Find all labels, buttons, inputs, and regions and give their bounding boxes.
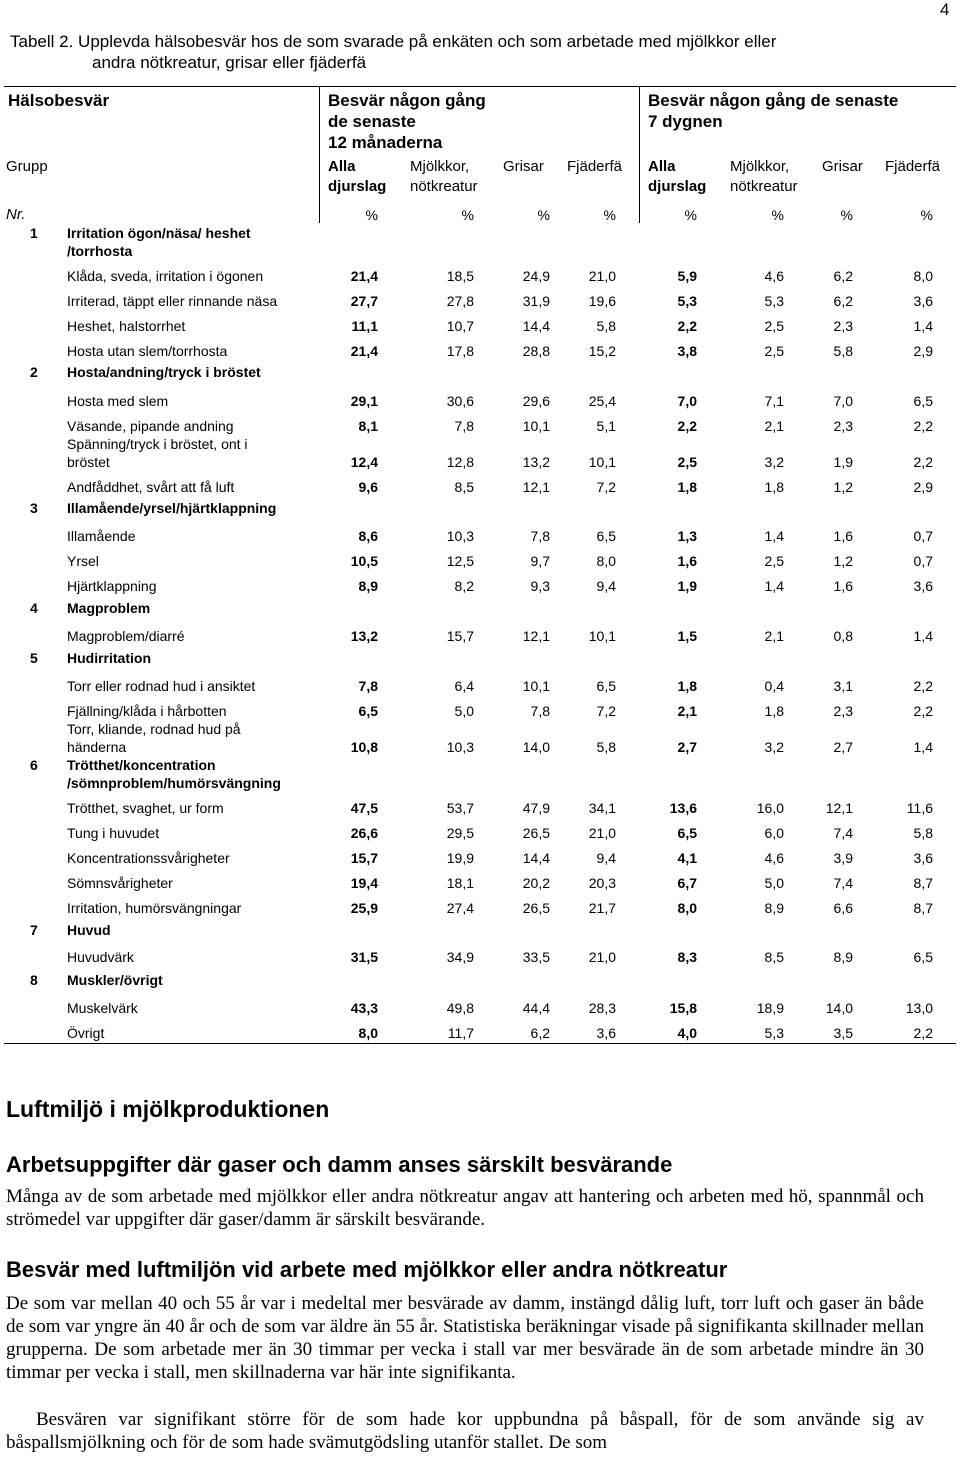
caption-line-1: Tabell 2. Upplevda hälsobesvär hos de som svarade på enkäten och som arbetade med mjölkkor eller (10, 32, 777, 51)
row-label: Hosta med slem (67, 393, 169, 409)
cell-value: 2,9 (913, 479, 933, 495)
cell-value: 7,4 (833, 875, 853, 891)
row-label: Hjärtklappning (67, 578, 157, 594)
cell-value: 34,9 (446, 949, 474, 965)
header-grupp: Grupp (6, 158, 48, 175)
cell-value: 31,9 (522, 293, 550, 309)
table-row (0, 701, 960, 721)
cell-value: 5,8 (913, 825, 933, 841)
cell-value: 27,4 (446, 900, 474, 916)
cell-value: 2,5 (764, 553, 784, 569)
cell-value: 1,4 (764, 528, 784, 544)
cell-value: 6,5 (596, 678, 616, 694)
cell-value: 12,5 (446, 553, 474, 569)
header-mjolk-1-line2: nötkreatur (410, 178, 478, 195)
row-label: Koncentrationssvårigheter (67, 850, 230, 866)
column-rule-1 (319, 86, 320, 223)
group-number: 8 (30, 972, 38, 988)
cell-value: 9,3 (530, 578, 550, 594)
table-row (0, 266, 960, 286)
cell-value: 2,2 (913, 1025, 933, 1041)
page-number: 4 (940, 0, 950, 19)
cell-value: 3,6 (913, 293, 933, 309)
table-row (0, 998, 960, 1018)
cell-value: 1,8 (677, 479, 697, 495)
cell-value: 6,6 (833, 900, 853, 916)
caption-line-2: andra nötkreatur, grisar eller fjäderfä (92, 53, 367, 72)
cell-value: 1,9 (833, 454, 853, 470)
cell-value: 15,8 (669, 1000, 697, 1016)
cell-value: 5,8 (596, 739, 616, 755)
cell-value: 14,4 (522, 318, 550, 334)
cell-value: 29,1 (350, 393, 378, 409)
percent-unit: % (684, 207, 697, 223)
cell-value: 26,5 (522, 825, 550, 841)
cell-value: 7,8 (530, 528, 550, 544)
cell-value: 12,1 (522, 479, 550, 495)
cell-value: 4,0 (677, 1025, 697, 1041)
row-label: Väsande, pipande andning (67, 418, 234, 434)
table-row (0, 947, 960, 967)
group-name: Illamående/yrsel/hjärtklappning (67, 500, 277, 516)
percent-unit: % (365, 207, 378, 223)
cell-value: 10,3 (446, 739, 474, 755)
cell-value: 2,1 (764, 628, 784, 644)
cell-value: 1,4 (913, 739, 933, 755)
table-row (0, 1023, 960, 1043)
cell-value: 2,1 (677, 703, 697, 719)
cell-value: 0,7 (913, 528, 933, 544)
cell-value: 13,0 (905, 1000, 933, 1016)
cell-value: 1,2 (833, 553, 853, 569)
cell-value: 11,1 (351, 318, 378, 334)
table-row (0, 551, 960, 571)
cell-value: 33,5 (522, 949, 550, 965)
row-label: Irritation, humörsvängningar (67, 900, 242, 916)
cell-value: 4,6 (764, 268, 784, 284)
cell-value: 2,2 (677, 418, 697, 434)
cell-value: 1,6 (833, 528, 853, 544)
cell-value: 16,0 (756, 800, 784, 816)
cell-value: 5,9 (677, 268, 697, 284)
cell-value: 8,0 (596, 553, 616, 569)
row-label: Övrigt (67, 1025, 105, 1041)
cell-value: 3,5 (833, 1025, 853, 1041)
cell-value: 8,5 (764, 949, 784, 965)
cell-value: 8,7 (913, 875, 933, 891)
cell-value: 5,3 (764, 293, 784, 309)
group-name-line2: /torrhosta (67, 243, 133, 259)
cell-value: 2,7 (677, 739, 697, 755)
cell-value: 5,0 (764, 875, 784, 891)
cell-value: 2,2 (913, 454, 933, 470)
row-label: Heshet, halstorrhet (67, 318, 186, 334)
cell-value: 8,0 (677, 900, 697, 916)
cell-value: 14,0 (825, 1000, 853, 1016)
group-number: 3 (30, 500, 38, 516)
cell-value: 8,2 (454, 578, 474, 594)
cell-value: 9,4 (596, 578, 616, 594)
cell-value: 6,5 (913, 393, 933, 409)
cell-value: 10,8 (350, 739, 378, 755)
cell-value: 5,8 (833, 343, 853, 359)
header-alla-1-line2: djurslag (328, 178, 387, 195)
cell-value: 10,5 (350, 553, 378, 569)
cell-value: 25,9 (350, 900, 378, 916)
cell-value: 1,8 (764, 703, 784, 719)
cell-value: 6,5 (596, 528, 616, 544)
cell-value: 8,0 (358, 1025, 378, 1041)
cell-value: 4,1 (677, 850, 697, 866)
cell-value: 21,0 (588, 268, 616, 284)
cell-value: 26,6 (350, 825, 378, 841)
table-row (0, 316, 960, 336)
cell-value: 2,7 (833, 739, 853, 755)
cell-value: 5,0 (454, 703, 474, 719)
cell-value: 34,1 (588, 800, 616, 816)
header-period-7-line1: Besvär någon gång de senaste (648, 91, 899, 110)
cell-value: 8,9 (833, 949, 853, 965)
cell-value: 14,4 (522, 850, 550, 866)
cell-value: 12,1 (522, 628, 550, 644)
cell-value: 20,2 (522, 875, 550, 891)
header-grisar-2: Grisar (822, 158, 863, 175)
group-number: 4 (30, 600, 38, 616)
group-name: Muskler/övrigt (67, 972, 163, 988)
cell-value: 8,9 (764, 900, 784, 916)
table-caption (10, 31, 910, 73)
cell-value: 10,1 (522, 678, 550, 694)
cell-value: 28,8 (522, 343, 550, 359)
row-label: Fjällning/klåda i hårbotten (67, 703, 227, 719)
cell-value: 1,3 (677, 528, 697, 544)
table-row (0, 341, 960, 361)
cell-value: 1,8 (677, 678, 697, 694)
table-row (0, 416, 960, 436)
cell-value: 21,4 (350, 343, 378, 359)
table-row (0, 676, 960, 696)
header-mjolk-2-line2: nötkreatur (730, 178, 798, 195)
cell-value: 0,8 (833, 628, 853, 644)
cell-value: 26,5 (522, 900, 550, 916)
cell-value: 3,6 (596, 1025, 616, 1041)
group-number: 1 (30, 225, 38, 241)
row-label: Illamående (67, 528, 136, 544)
row-label: Magproblem/diarré (67, 628, 185, 644)
group-number: 2 (30, 364, 38, 380)
cell-value: 28,3 (588, 1000, 616, 1016)
row-label: Trötthet, svaghet, ur form (67, 800, 224, 816)
group-name: Huvud (67, 922, 111, 938)
cell-value: 12,8 (446, 454, 474, 470)
group-name-line2: /sömnproblem/humörsvängning (67, 775, 281, 791)
table-row (0, 436, 960, 472)
cell-value: 19,4 (350, 875, 378, 891)
cell-value: 47,5 (350, 800, 378, 816)
cell-value: 1,8 (764, 479, 784, 495)
cell-value: 29,6 (522, 393, 550, 409)
cell-value: 49,8 (446, 1000, 474, 1016)
cell-value: 20,3 (588, 875, 616, 891)
row-label: Huvudvärk (67, 949, 134, 965)
cell-value: 2,3 (833, 318, 853, 334)
cell-value: 8,3 (677, 949, 697, 965)
cell-value: 7,4 (833, 825, 853, 841)
group-name: Trötthet/koncentration (67, 757, 216, 773)
cell-value: 7,0 (677, 393, 697, 409)
table-row (0, 291, 960, 311)
paragraph-3: Besvären var signifikant större för de som hade kor uppbundna på båspall, för de som använde sig av båspallsmjölkning och för de som hade svämutgödsling utanför stallet. De som (6, 1409, 924, 1453)
cell-value: 31,5 (350, 949, 378, 965)
header-alla-1-line1: Alla (328, 158, 356, 175)
cell-value: 10,3 (446, 528, 474, 544)
cell-value: 29,5 (446, 825, 474, 841)
group-number: 6 (30, 757, 38, 773)
cell-value: 2,2 (913, 703, 933, 719)
cell-value: 2,3 (833, 703, 853, 719)
cell-value: 53,7 (446, 800, 474, 816)
cell-value: 7,0 (833, 393, 853, 409)
cell-value: 2,5 (764, 318, 784, 334)
section-title: Luftmiljö i mjölkproduktionen (6, 1096, 330, 1122)
cell-value: 9,7 (530, 553, 550, 569)
cell-value: 15,7 (350, 850, 378, 866)
cell-value: 13,2 (522, 454, 550, 470)
table-row (0, 873, 960, 893)
header-fjaderfa-1: Fjäderfä (567, 158, 623, 175)
cell-value: 30,6 (446, 393, 474, 409)
cell-value: 1,2 (833, 479, 853, 495)
cell-value: 2,5 (764, 343, 784, 359)
cell-value: 5,3 (764, 1025, 784, 1041)
cell-value: 3,1 (833, 678, 853, 694)
cell-value: 25,4 (588, 393, 616, 409)
column-rule-2 (639, 86, 640, 223)
cell-value: 6,2 (833, 293, 853, 309)
cell-value: 10,1 (522, 418, 550, 434)
percent-unit: % (840, 207, 853, 223)
cell-value: 6,7 (677, 875, 697, 891)
cell-value: 8,0 (913, 268, 933, 284)
cell-value: 7,8 (530, 703, 550, 719)
table-row (0, 848, 960, 868)
cell-value: 15,2 (588, 343, 616, 359)
percent-unit: % (920, 207, 933, 223)
cell-value: 7,8 (454, 418, 474, 434)
cell-value: 21,7 (588, 900, 616, 916)
group-number: 7 (30, 922, 38, 938)
percent-unit: % (461, 207, 474, 223)
cell-value: 2,1 (764, 418, 784, 434)
row-label-line2: händerna (67, 739, 127, 755)
cell-value: 1,9 (677, 578, 697, 594)
cell-value: 21,4 (350, 268, 378, 284)
cell-value: 19,6 (588, 293, 616, 309)
cell-value: 2,2 (677, 318, 697, 334)
cell-value: 10,7 (446, 318, 474, 334)
cell-value: 1,4 (913, 318, 933, 334)
cell-value: 12,1 (825, 800, 853, 816)
row-label: Andfåddhet, svårt att få luft (67, 479, 235, 495)
cell-value: 3,9 (833, 850, 853, 866)
row-label: Hosta utan slem/torrhosta (67, 343, 228, 359)
header-nr: Nr. (6, 206, 26, 223)
table-bottom-rule (4, 1043, 956, 1044)
cell-value: 3,6 (913, 850, 933, 866)
cell-value: 9,4 (596, 850, 616, 866)
cell-value: 0,4 (764, 678, 784, 694)
cell-value: 12,4 (350, 454, 378, 470)
cell-value: 8,1 (358, 418, 378, 434)
header-halsobesvar: Hälsobesvär (8, 91, 110, 110)
cell-value: 13,2 (350, 628, 378, 644)
table-row (0, 823, 960, 843)
cell-value: 8,7 (913, 900, 933, 916)
table-row (0, 898, 960, 918)
cell-value: 5,1 (596, 418, 616, 434)
header-period-12-line2: de senaste (328, 112, 416, 131)
cell-value: 6,0 (764, 825, 784, 841)
table-row (0, 526, 960, 546)
cell-value: 3,2 (764, 454, 784, 470)
cell-value: 7,8 (358, 678, 378, 694)
row-label: Torr, kliande, rodnad hud på (67, 721, 241, 737)
cell-value: 27,7 (350, 293, 378, 309)
table-row (0, 798, 960, 818)
cell-value: 10,1 (588, 628, 616, 644)
cell-value: 3,6 (913, 578, 933, 594)
cell-value: 7,2 (596, 479, 616, 495)
cell-value: 18,9 (756, 1000, 784, 1016)
cell-value: 1,5 (677, 628, 697, 644)
cell-value: 7,2 (596, 703, 616, 719)
cell-value: 2,2 (913, 678, 933, 694)
cell-value: 21,0 (588, 949, 616, 965)
paragraph-2: De som var mellan 40 och 55 år var i medeltal mer besvärade av damm, instängd dålig luft, torr luft och gaser än både de som var yngre än 40 år och de som var äldre än 55 år. Statistiska beräkningar visade på signifikanta skillnader mellan grupperna. De som arbetade mer än 30 timmar per vecka i stall var mer besvärade än de som arbetade mindre än 30 timmar per vecka i stall, men skillnaderna var här inte signifikanta. (6, 1293, 924, 1383)
table-row (0, 721, 960, 757)
cell-value: 5,8 (596, 318, 616, 334)
cell-value: 2,9 (913, 343, 933, 359)
cell-value: 13,6 (669, 800, 697, 816)
cell-value: 0,7 (913, 553, 933, 569)
row-label: Torr eller rodnad hud i ansiktet (67, 678, 256, 694)
cell-value: 44,4 (522, 1000, 550, 1016)
cell-value: 17,8 (446, 343, 474, 359)
cell-value: 6,5 (677, 825, 697, 841)
table-top-rule (4, 86, 956, 87)
table-row (0, 391, 960, 411)
cell-value: 2,3 (833, 418, 853, 434)
header-period-12-line3: 12 månaderna (328, 133, 443, 152)
group-name: Magproblem (67, 600, 151, 616)
row-label: Irriterad, täppt eller rinnande näsa (67, 293, 278, 309)
header-alla-2-line1: Alla (648, 158, 676, 175)
row-label: Klåda, sveda, irritation i ögonen (67, 268, 264, 284)
header-fjaderfa-2: Fjäderfä (885, 158, 941, 175)
cell-value: 1,6 (833, 578, 853, 594)
cell-value: 1,4 (913, 628, 933, 644)
percent-unit: % (771, 207, 784, 223)
cell-value: 18,5 (446, 268, 474, 284)
cell-value: 6,2 (530, 1025, 550, 1041)
cell-value: 8,9 (358, 578, 378, 594)
cell-value: 14,0 (522, 739, 550, 755)
subsection-title-2: Besvär med luftmiljön vid arbete med mjölkkor eller andra nötkreatur (6, 1257, 728, 1282)
group-name: Hudirritation (67, 650, 151, 666)
cell-value: 9,6 (358, 479, 378, 495)
cell-value: 7,1 (764, 393, 784, 409)
cell-value: 3,2 (764, 739, 784, 755)
cell-value: 19,9 (446, 850, 474, 866)
percent-unit: % (537, 207, 550, 223)
header-mjolk-2-line1: Mjölkkor, (730, 158, 790, 175)
group-name: Hosta/andning/tryck i bröstet (67, 364, 261, 380)
cell-value: 10,1 (588, 454, 616, 470)
cell-value: 27,8 (446, 293, 474, 309)
row-label-line2: bröstet (67, 454, 110, 470)
percent-unit: % (603, 207, 616, 223)
row-label: Sömnsvårigheter (67, 875, 173, 891)
row-label: Yrsel (67, 553, 99, 569)
cell-value: 18,1 (446, 875, 474, 891)
cell-value: 2,2 (913, 418, 933, 434)
cell-value: 6,5 (913, 949, 933, 965)
table-row (0, 576, 960, 596)
cell-value: 11,6 (906, 800, 933, 816)
header-mjolk-1-line1: Mjölkkor, (410, 158, 470, 175)
cell-value: 8,6 (358, 528, 378, 544)
cell-value: 43,3 (350, 1000, 378, 1016)
row-label: Spänning/tryck i bröstet, ont i (67, 436, 248, 452)
cell-value: 3,8 (677, 343, 697, 359)
paragraph-1: Många av de som arbetade med mjölkkor eller andra nötkreatur angav att hantering och arbeten med hö, spannmål och strömedel var uppgifter där gaser/damm är särskilt besvärande. (6, 1186, 924, 1230)
table-row (0, 626, 960, 646)
cell-value: 5,3 (677, 293, 697, 309)
table-row (0, 477, 960, 497)
cell-value: 2,5 (677, 454, 697, 470)
group-name: Irritation ögon/näsa/ heshet (67, 225, 251, 241)
row-label: Tung i huvudet (67, 825, 160, 841)
header-alla-2-line2: djurslag (648, 178, 707, 195)
subsection-title-1: Arbetsuppgifter där gaser och damm anses särskilt besvärande (6, 1152, 673, 1177)
header-period-12-line1: Besvär någon gång (328, 91, 486, 110)
header-period-7-line2: 7 dygnen (648, 112, 723, 131)
cell-value: 4,6 (764, 850, 784, 866)
cell-value: 1,4 (764, 578, 784, 594)
cell-value: 6,4 (454, 678, 474, 694)
cell-value: 6,2 (833, 268, 853, 284)
row-label: Muskelvärk (67, 1000, 138, 1016)
cell-value: 24,9 (522, 268, 550, 284)
cell-value: 47,9 (522, 800, 550, 816)
cell-value: 11,7 (447, 1025, 474, 1041)
cell-value: 6,5 (358, 703, 378, 719)
cell-value: 21,0 (588, 825, 616, 841)
header-grisar-1: Grisar (503, 158, 544, 175)
cell-value: 15,7 (446, 628, 474, 644)
cell-value: 8,5 (454, 479, 474, 495)
cell-value: 1,6 (677, 553, 697, 569)
group-number: 5 (30, 650, 38, 666)
